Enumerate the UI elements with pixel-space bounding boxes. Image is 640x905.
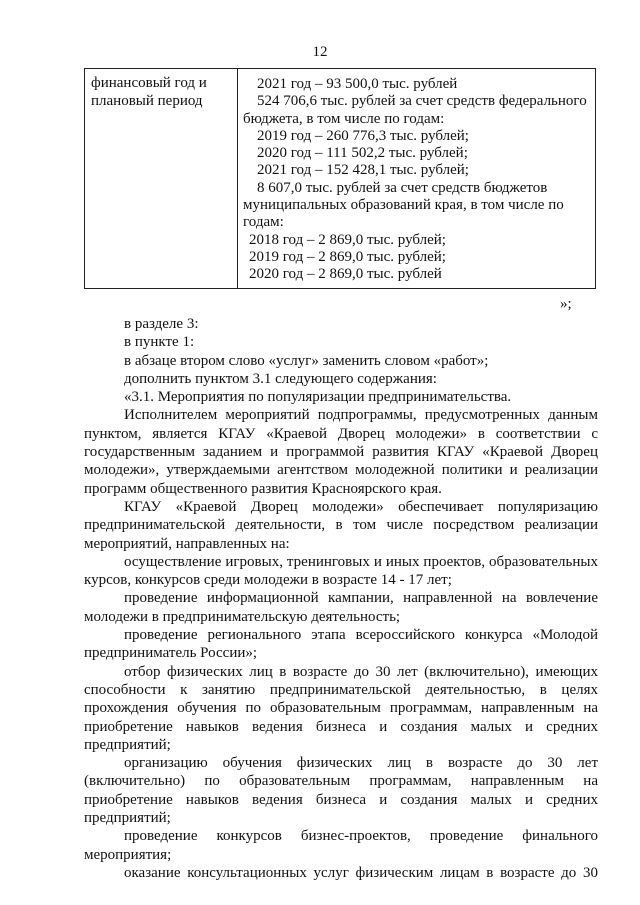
funding-line: муниципальных образований края, в том числе по — [243, 197, 564, 214]
funding-line: 524 706,6 тыс. рублей за счет средств федерального — [257, 93, 587, 110]
table-right-cell — [243, 76, 591, 284]
paragraph: «3.1. Мероприятия по популяризации предпринимательства. — [124, 389, 512, 406]
funding-line: бюджета, в том числе по годам: — [243, 110, 445, 127]
funding-line: 2019 год – 2 869,0 тыс. рублей; — [249, 248, 446, 265]
paragraph: оказание консультационных услуг физическим лицам в возрасте до 30 — [124, 864, 598, 881]
table-left-cell — [91, 75, 231, 110]
paragraph: проведение информационной кампании, направленной на вовлечение молодежи в предпринимательскую деятельность; — [84, 590, 598, 625]
paragraph: осуществление игровых, тренинговых и иных проектов, образовательных курсов, конкурсов среди молодежи в возрасте 14 - 17 лет; — [84, 553, 598, 589]
paragraph: дополнить пунктом 3.1 следующего содержания: — [124, 370, 437, 387]
funding-line: 2021 год – 93 500,0 тыс. рублей — [257, 76, 458, 92]
left-cell-line: плановый период — [91, 92, 203, 109]
funding-line: 2018 год – 2 869,0 тыс. рублей; — [249, 231, 446, 248]
document-body — [84, 315, 598, 882]
funding-line: 2019 год – 260 776,3 тыс. рублей; — [257, 127, 469, 144]
funding-table — [84, 68, 596, 289]
closing-quote: »; — [560, 296, 572, 312]
paragraph: отбор физических лиц в возрасте до 30 лет (включительно), имеющих способности к занятию предпринимательской деятельностью, в целях прохождения обучения по образовательным программам, направленным на приобретение навыков ведения бизнеса и создания малых и средних предприятий; — [84, 663, 598, 753]
left-cell-line: финансовый год и — [91, 75, 207, 91]
page-number: 12 — [312, 44, 328, 60]
paragraph: проведение регионального этапа всероссийского конкурса «Молодой предприниматель России»; — [84, 627, 598, 662]
funding-line: 2020 год – 2 869,0 тыс. рублей — [249, 266, 442, 283]
funding-line: 2020 год – 111 502,2 тыс. рублей; — [257, 145, 468, 162]
paragraph: КГАУ «Краевой Дворец молодежи» обеспечивает популяризацию предпринимательской деятельности, в том числе посредством реализации мероприятий, направленных на: — [84, 498, 598, 552]
funding-line: 8 607,0 тыс. рублей за счет средств бюджетов — [257, 179, 548, 196]
funding-line: 2021 год – 152 428,1 тыс. рублей; — [257, 162, 469, 179]
paragraph: в абзаце втором слово «услуг» заменить словом «работ»; — [124, 352, 489, 369]
paragraph: проведение конкурсов бизнес-проектов, проведение финального мероприятия; — [84, 828, 598, 863]
funding-line: годам: — [243, 214, 284, 231]
paragraph: организацию обучения физических лиц в возрасте до 30 лет (включительно) по образовательным программам, направленным на приобретение навыков ведения бизнеса и создания малых и средних предприятий; — [84, 755, 598, 827]
paragraph: в разделе 3: — [124, 316, 199, 332]
table-column-divider — [237, 69, 238, 288]
paragraph: Исполнителем мероприятий подпрограммы, предусмотренных данным пунктом, является КГАУ «Краевой Дворец молодежи» в соответствии с государственным заданием и программой развития КГАУ «Краевой Дворец молодежи», утверждаемыми агентством молодежной политики и реализации программ общественного развития Красноярского края. — [84, 407, 598, 497]
paragraph: в пункте 1: — [124, 334, 195, 351]
